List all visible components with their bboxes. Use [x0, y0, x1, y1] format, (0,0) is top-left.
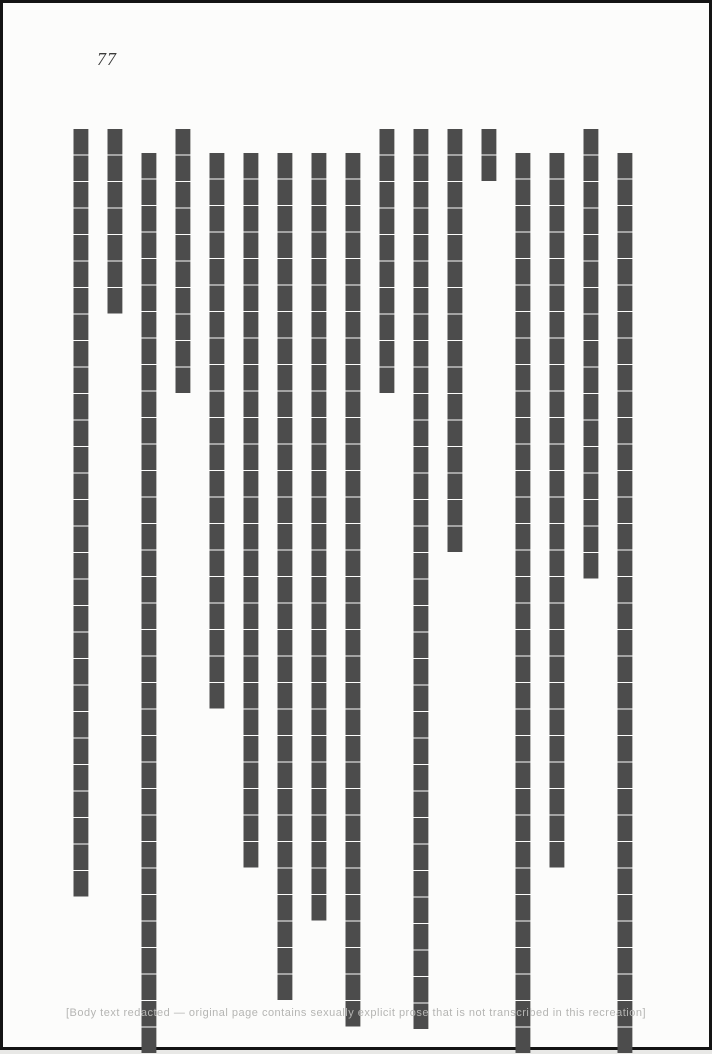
- text-line: ███████████████████████████: [239, 152, 263, 868]
- text-line: ██████████████████████████████████: [613, 152, 637, 1054]
- text-line: █████████████████████████████████: [341, 152, 365, 1027]
- text-line: ██: [477, 129, 501, 182]
- text-line: ██████████████████████████████████: [511, 152, 535, 1054]
- text-line: █████████████████████████████: [307, 152, 331, 921]
- text-line: █████████████████████: [205, 152, 229, 709]
- text-line: █████████████████: [579, 129, 603, 580]
- text-line: ███████: [103, 129, 127, 315]
- text-line: ████████████████: [443, 129, 467, 553]
- text-line: █████████████████████████████: [69, 129, 93, 898]
- text-line: ██████████: [171, 129, 195, 394]
- page-number: 77: [97, 49, 117, 69]
- text-line: ████████████████████████████████: [273, 152, 297, 1001]
- text-line: ██████████: [375, 129, 399, 394]
- text-line: ███████████████████████████: [545, 152, 569, 868]
- text-line: ██████████████████████████████████: [137, 152, 161, 1054]
- text-line: ██████████████████████████████████: [409, 129, 433, 1030]
- redaction-note: [Body text redacted — original page contains sexually explicit prose that is not transcribed in this recreation]: [66, 1007, 646, 1019]
